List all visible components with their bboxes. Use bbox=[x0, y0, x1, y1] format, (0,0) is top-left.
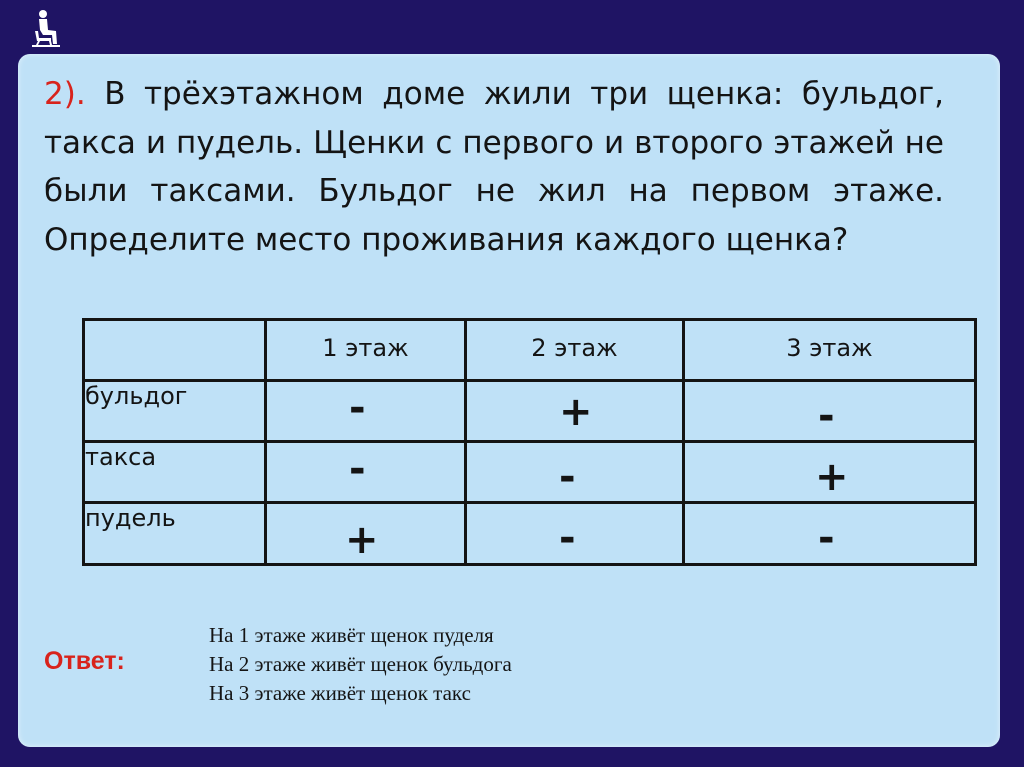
problem-statement bbox=[44, 70, 944, 264]
cell-bulldog-floor-1 bbox=[266, 381, 466, 442]
row-label-dachshund: такса bbox=[84, 442, 266, 503]
mark: - bbox=[349, 385, 366, 431]
cell-dachshund-floor-3 bbox=[684, 442, 976, 503]
cell-bulldog-floor-3 bbox=[684, 381, 976, 442]
mark: - bbox=[559, 454, 576, 500]
row-label-bulldog: бульдог bbox=[84, 381, 266, 442]
problem-text: В трёхэтажном доме жили три щенка: бульдог, такса и пудель. Щенки с первого и второго этажей не были таксами. Бульдог не жил на первом этаже. Определите место проживания каждого щенка? bbox=[44, 76, 944, 258]
cell-dachshund-floor-1 bbox=[266, 442, 466, 503]
mark: + bbox=[559, 389, 593, 435]
cell-poodle-floor-1 bbox=[266, 503, 466, 565]
table-row bbox=[84, 442, 976, 503]
corner-cell bbox=[84, 320, 266, 381]
mark: - bbox=[559, 515, 576, 561]
mark: + bbox=[815, 454, 849, 500]
column-header-floor-3: 3 этаж bbox=[684, 320, 976, 381]
puzzle-table bbox=[82, 318, 977, 566]
mark: - bbox=[818, 393, 835, 439]
column-header-floor-2: 2 этаж bbox=[466, 320, 684, 381]
seated-figure-icon bbox=[27, 8, 65, 48]
column-header-floor-1: 1 этаж bbox=[266, 320, 466, 381]
cell-bulldog-floor-2 bbox=[466, 381, 684, 442]
cell-poodle-floor-2 bbox=[466, 503, 684, 565]
mark: - bbox=[349, 446, 366, 492]
answer-line-floor-1: На 1 этаже живёт щенок пуделя bbox=[209, 623, 494, 647]
answer-line-floor-2: На 2 этаже живёт щенок бульдога bbox=[209, 652, 512, 676]
mark: + bbox=[345, 517, 379, 563]
cell-poodle-floor-3 bbox=[684, 503, 976, 565]
answer-label: Ответ: bbox=[44, 647, 125, 675]
cell-dachshund-floor-2 bbox=[466, 442, 684, 503]
table-row bbox=[84, 503, 976, 565]
table-row bbox=[84, 381, 976, 442]
row-label-poodle: пудель bbox=[84, 503, 266, 565]
header-row bbox=[84, 320, 976, 381]
answer-list bbox=[209, 621, 512, 708]
answer-line-floor-3: На 3 этаже живёт щенок такс bbox=[209, 681, 471, 705]
problem-number: 2). bbox=[44, 76, 86, 112]
mark: - bbox=[818, 515, 835, 561]
